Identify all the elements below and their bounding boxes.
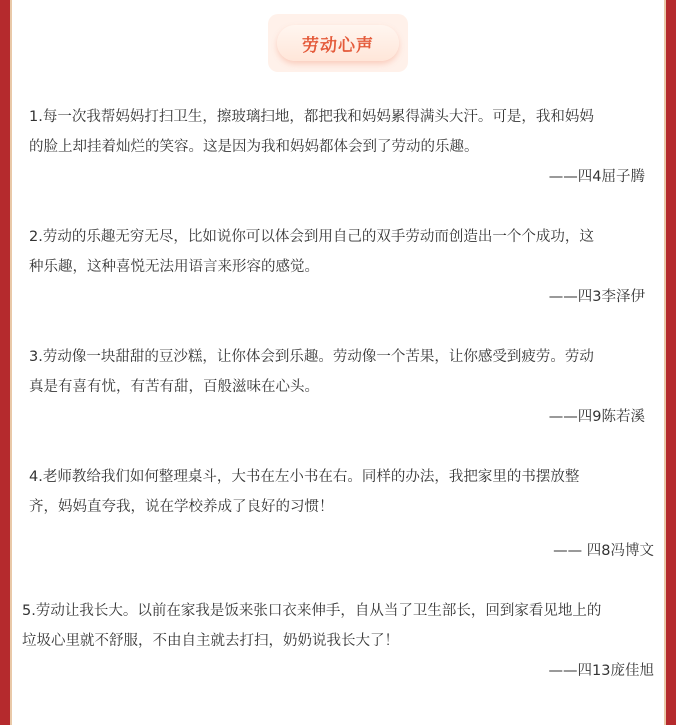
entry-3 [29, 342, 659, 402]
entry-1 [29, 102, 659, 162]
entry-2-signature: ——四3李泽伊 [548, 289, 645, 305]
entry-4 [29, 462, 639, 522]
entry-5 [22, 596, 662, 656]
entry-4-line-2: 齐，妈妈直夸我，说在学校养成了良好的习惯！ [29, 499, 334, 515]
entry-5-line-2: 垃圾心里就不舒服，不由自主就去打扫，奶奶说我长大了！ [22, 633, 399, 649]
entry-1-signature: ——四4屈子腾 [548, 169, 645, 185]
entry-1-line-2: 的脸上却挂着灿烂的笑容。这是因为我和妈妈都体会到了劳动的乐趣。 [29, 139, 479, 155]
entry-3-signature: ——四9陈若溪 [548, 409, 645, 425]
entry-5-signature: ——四13庞佳旭 [548, 663, 654, 679]
right-frame-border [664, 0, 676, 725]
title-badge [268, 14, 408, 72]
entry-3-line-2: 真是有喜有忧，有苦有甜，百般滋味在心头。 [29, 379, 319, 395]
page-title: 劳动心声 [277, 25, 399, 61]
entry-5-line-1: 5.劳动让我长大。以前在家我是饭来张口衣来伸手，自从当了卫生部长，回到家看见地上的 [22, 603, 602, 619]
entry-3-line-1: 3.劳动像一块甜甜的豆沙糕，让你体会到乐趣。劳动像一个苦果，让你感受到疲劳。劳动 [29, 349, 594, 365]
entry-2-line-1: 2.劳动的乐趣无穷无尽，比如说你可以体会到用自己的双手劳动而创造出一个个成功，这 [29, 229, 594, 245]
entry-4-line-1: 4.老师教给我们如何整理桌斗，大书在左小书在右。同样的办法，我把家里的书摆放整 [29, 469, 580, 485]
entry-2 [29, 222, 659, 282]
entry-4-signature: —— 四8冯博文 [553, 543, 654, 559]
entry-1-line-1: 1.每一次我帮妈妈打扫卫生，擦玻璃扫地，都把我和妈妈累得满头大汗。可是，我和妈妈 [29, 109, 594, 125]
left-frame-border [0, 0, 12, 725]
entry-2-line-2: 种乐趣，这种喜悦无法用语言来形容的感觉。 [29, 259, 319, 275]
